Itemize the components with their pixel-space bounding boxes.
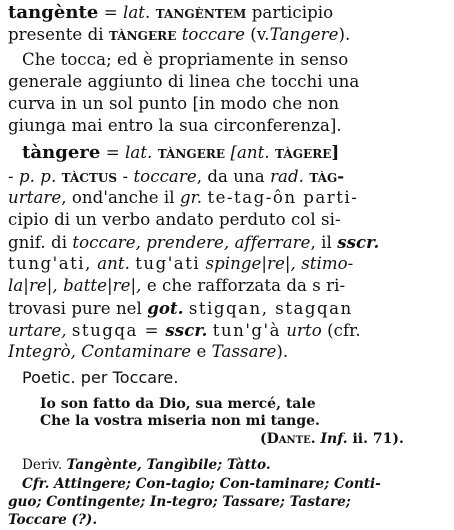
glosses-list: toccare, prendere, afferrare [72,233,311,252]
citation-work: Inf. [320,431,348,447]
ant-label: [ant. [230,143,270,162]
gloss-urtare: urtare, [8,321,67,340]
definition-line-3: curva in un sol punto [in modo che non [8,94,340,113]
citation-author: (Dante. [260,431,316,447]
gothic-stugqa: stugqa = [71,321,161,340]
definition-line-2: generale aggiunto di linea che tocchi una [8,72,360,91]
ant-label: ant. [97,254,130,273]
entry-tangere-line-6 [8,254,454,274]
pp-label: - p. p. [8,167,57,186]
sanskrit-tungati: tung'ati, [8,254,92,273]
equals-sign: = [103,3,118,22]
text-gnif: gnif. di [8,233,68,252]
cfr-line-1: Cfr. Attingere; Con-tagio; Con-taminare; Conti- [22,476,381,492]
dash: - [122,167,129,186]
sanskrit-tunga: tun'g'à [212,321,281,340]
entry-tangere-line-5 [8,232,454,253]
gloss-stimolare-b: la|re|, [8,276,58,295]
entry-tangere-line-2 [8,166,454,187]
ant-form-tagere: tàgere] [275,142,340,162]
cross-ref-tassare: Tassare [211,342,277,361]
lat-label: lat. [122,3,151,22]
entry-tangere-line-1 [22,142,454,163]
gloss-toccare: toccare [133,167,197,186]
etymon-tangere: tàngere [157,142,226,162]
entry-tangente-line-2 [8,24,454,45]
etymon-tangentem: tangèntem [155,2,247,22]
lat-label: lat. [125,143,153,162]
deriv-line [22,457,454,473]
definition-line-1: Che tocca; ed è propriamente in senso [22,50,349,69]
quote-line-2: Che la vostra miseria non mi tange. [40,413,320,429]
cfr-line-3: Toccare (?). [8,512,98,528]
entry-tangere-line-7 [8,276,454,296]
sscr-label: sscr. [337,232,380,252]
paren-close: ). [338,25,351,44]
deriv-label: Deriv. [22,457,63,473]
entry-tangere-line-8 [8,298,454,319]
text-il: , il [310,233,332,252]
gloss-battere: batte|re|, [63,276,142,295]
entry-tangere-line-10 [8,342,454,362]
sanskrit-tugati: tug'ati [135,254,201,273]
entry-tangere-line-4: cipio di un verbo andato perduto col si- [8,210,341,229]
entry-tangere-line-9 [8,320,454,341]
cross-refs: Integrò, Contaminare [8,342,192,361]
greek-form: te-tag-ôn parti- [207,188,359,207]
etymon-tangere: tàngere [108,24,177,44]
citation-verse: ii. 71). [352,431,404,447]
definition-line-4: giunga mai entro la sua circonferenza]. [8,116,342,135]
gloss-urtare: urtare [8,188,62,207]
quote-line-1: Io son fatto da Dio, sua mercé, tale [40,396,316,412]
gr-label: gr. [179,188,203,207]
cfr-line-2: guo; Contingente; In-tegro; Tassare; Tastare; [8,494,351,510]
rad-label: rad. [270,167,304,186]
headword-tangente: tangènte [8,2,99,23]
text-trovasi: trovasi pure nel [8,299,142,318]
entry-tangente-line-1 [8,2,454,23]
gloss-urto: urto [286,321,322,340]
got-label: got. [147,298,184,318]
root-tag: tàg- [309,166,345,186]
participio-text: participio [251,3,334,22]
poetic-note: Poetic. per Toccare. [22,368,179,387]
cfr-open: (cfr. [327,321,361,340]
gloss-toccare: toccare [181,25,245,44]
gloss-spingere: spinge|re|, [205,254,296,273]
paren-close: ). [276,342,289,361]
sscr-label: sscr. [165,320,208,340]
text-ondanche: , ond'anche il [61,188,175,207]
deriv-words: Tangènte, Tangìbile; Tàtto. [66,457,271,473]
etymon-tactus: tàctus [61,166,118,186]
equals-sign: = [105,143,120,162]
citation [260,431,454,448]
gloss-stimolare-a: stimo- [301,254,354,273]
text-e: e [196,342,207,361]
entry-tangere-line-3 [8,188,454,208]
text-rafforzata: e che rafforzata da s ri- [146,276,346,295]
paren-open: (v. [250,25,270,44]
headword-tangere: tàngere [22,142,101,163]
cross-ref-tangere: Tangere [269,25,339,44]
text-da-una: , da una [196,167,265,186]
gothic-forms: stigqan, stagqan [188,299,353,318]
text-presente-di: presente di [8,25,104,44]
